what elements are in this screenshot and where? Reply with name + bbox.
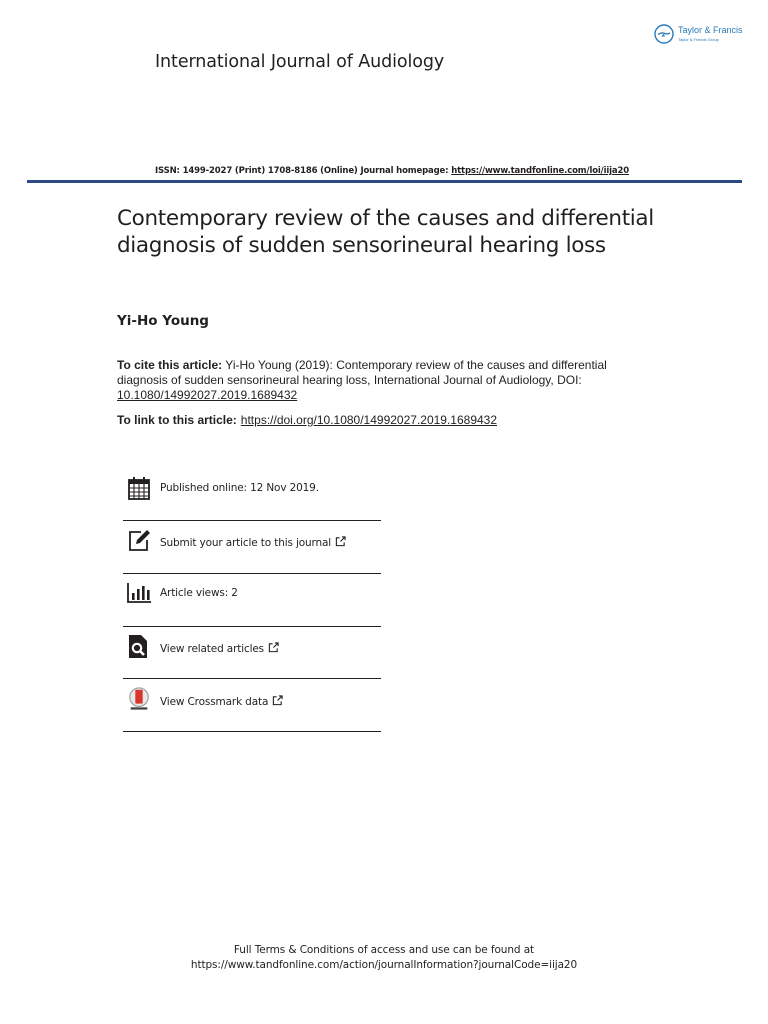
issn-line bbox=[155, 166, 629, 176]
article-views: Article views: 2 bbox=[160, 587, 238, 599]
submit-article-link[interactable] bbox=[123, 529, 381, 579]
crossmark-icon bbox=[127, 687, 151, 711]
publisher-group: Taylor & Francis Group bbox=[678, 37, 719, 42]
cite-doi-link[interactable]: 10.1080/14992027.2019.1689432 bbox=[117, 388, 298, 402]
article-link-block bbox=[117, 413, 497, 427]
calendar-icon bbox=[127, 476, 151, 500]
journal-homepage-link[interactable]: https://www.tandfonline.com/loi/iija20 bbox=[451, 166, 630, 176]
divider bbox=[123, 678, 381, 679]
taylor-francis-logo-icon bbox=[654, 24, 674, 44]
cite-label: To cite this article: bbox=[117, 358, 223, 372]
article-author: Yi-Ho Young bbox=[117, 313, 209, 329]
article-title: Contemporary review of the causes and differential diagnosis of sudden sensorineural hearing loss bbox=[117, 206, 654, 258]
published-date: Published online: 12 Nov 2019. bbox=[160, 482, 319, 494]
journal-title: International Journal of Audiology bbox=[155, 52, 445, 72]
cite-text: Yi-Ho Young (2019): Contemporary review of the causes and differential diagnosis of sudden sensorineural hearing loss, International Journal of Audiology, DOI: bbox=[117, 358, 607, 387]
external-link-icon bbox=[335, 536, 346, 547]
related-articles-label: View related articles bbox=[160, 642, 279, 655]
crossmark-link[interactable] bbox=[123, 687, 381, 737]
search-document-icon bbox=[127, 634, 151, 658]
issn-text: ISSN: 1499-2027 (Print) 1708-8186 (Online) Journal homepage: bbox=[155, 166, 452, 176]
submit-article-label: Submit your article to this journal bbox=[160, 536, 346, 549]
related-articles-link[interactable] bbox=[123, 634, 381, 684]
citation-block bbox=[117, 358, 637, 403]
divider bbox=[123, 731, 381, 732]
article-views-row bbox=[123, 581, 381, 631]
publisher-name: Taylor & Francis bbox=[678, 25, 743, 35]
external-link-icon bbox=[268, 642, 279, 653]
crossmark-label: View Crossmark data bbox=[160, 695, 283, 708]
divider bbox=[123, 573, 381, 574]
divider bbox=[123, 520, 381, 521]
external-link-icon bbox=[272, 695, 283, 706]
footer-terms-link[interactable]: https://www.tandfonline.com/action/journalInformation?journalCode=iija20 bbox=[190, 959, 578, 971]
article-doi-link[interactable]: https://doi.org/10.1080/14992027.2019.1689432 bbox=[240, 413, 498, 427]
bar-chart-icon bbox=[127, 581, 151, 605]
footer-terms-text: Full Terms & Conditions of access and use can be found at bbox=[233, 944, 535, 956]
publisher-logo[interactable] bbox=[654, 22, 754, 46]
link-label: To link to this article: bbox=[117, 413, 237, 427]
published-row bbox=[123, 476, 381, 526]
footer bbox=[0, 943, 768, 973]
divider bbox=[123, 626, 381, 627]
edit-icon bbox=[127, 529, 151, 553]
header-rule bbox=[27, 180, 742, 183]
